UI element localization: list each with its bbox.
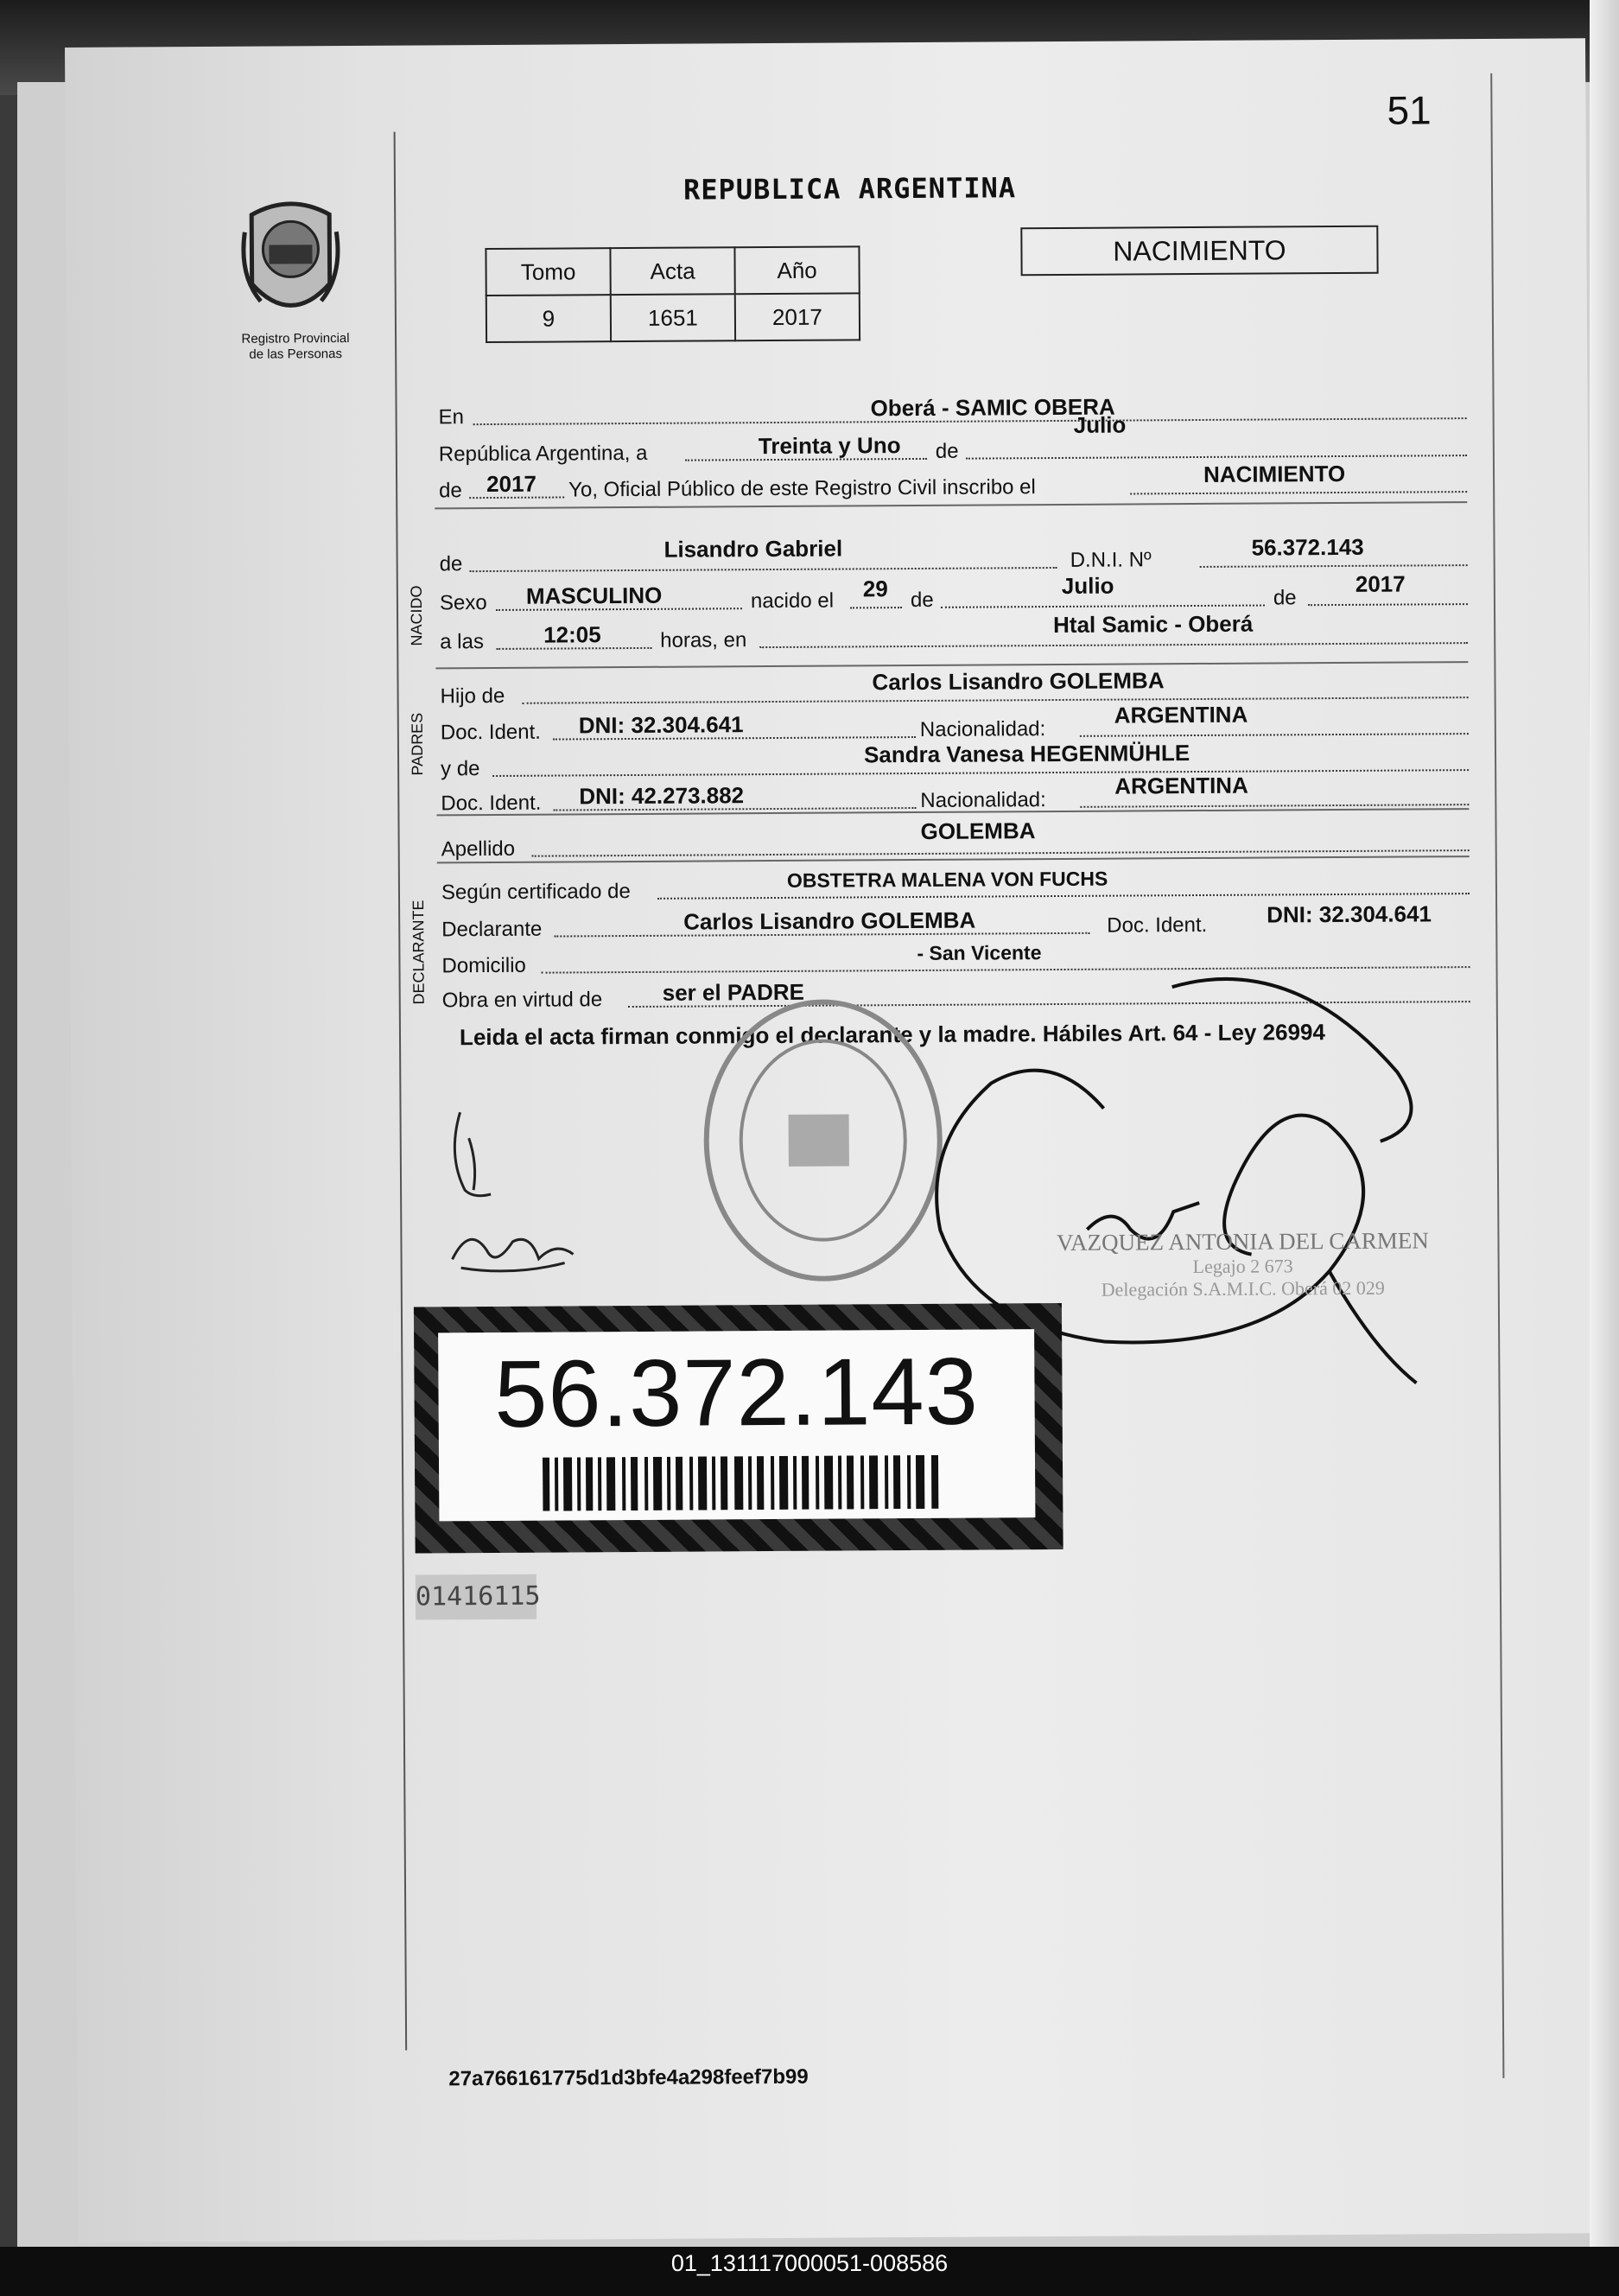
dotted-line <box>759 642 1468 648</box>
declarante-signature <box>442 1103 512 1207</box>
label-sexo: Sexo <box>439 591 487 615</box>
label-official: Yo, Oficial Público de este Registro Civil inscribo el <box>568 475 1036 502</box>
barcode-label <box>414 1303 1063 1554</box>
line-name <box>439 533 1468 576</box>
label-a-las: a las <box>440 630 484 654</box>
ref-value-anio: 2017 <box>735 293 860 340</box>
label-dni: D.N.I. Nº <box>1070 548 1152 572</box>
emblem-caption <box>192 331 399 363</box>
label-mother-doc: Doc. Ident. <box>441 791 542 816</box>
dotted-line <box>657 893 1470 900</box>
dotted-line <box>941 605 1265 608</box>
value-inscription: NACIMIENTO <box>1203 460 1346 487</box>
label-en: En <box>438 405 465 429</box>
line-en <box>438 389 1466 429</box>
ref-header-anio: Año <box>734 246 859 294</box>
footer-id: 01_131117000051-008586 <box>670 2250 949 2276</box>
value-month: Julio <box>1073 411 1127 438</box>
line-inscribo <box>439 462 1467 503</box>
label-de-year: de <box>439 479 462 503</box>
dotted-line <box>966 455 1467 460</box>
value-child-dni: 56.372.143 <box>1251 533 1364 561</box>
page-number: 51 <box>1387 87 1432 133</box>
label-de-name: de <box>439 552 463 576</box>
dotted-line <box>1080 733 1469 737</box>
officer-delegation: Delegación S.A.M.I.C. Oberá 02 029 <box>1101 1276 1385 1301</box>
label-y-de: y de <box>441 757 480 781</box>
reference-table <box>485 245 860 343</box>
value-decl-doc: DNI: 32.304.641 <box>1267 900 1432 928</box>
label-de: de <box>935 439 959 463</box>
dotted-line <box>1130 491 1467 494</box>
value-mother: Sandra Vanesa HEGENMÜHLE <box>863 740 1190 768</box>
dotted-line <box>1200 564 1468 568</box>
value-obra: ser el PADRE <box>662 978 805 1006</box>
value-day-words: Treinta y Uno <box>758 432 901 460</box>
right-margin-rule <box>1490 73 1504 2078</box>
value-certificado: OBSTETRA MALENA VON FUCHS <box>786 867 1108 892</box>
mother-signature <box>443 1215 590 1285</box>
label-apellido: Apellido <box>441 836 516 862</box>
value-domicilio: - San Vicente <box>917 941 1042 964</box>
value-mother-doc: DNI: 42.273.882 <box>579 782 745 810</box>
left-margin-rule <box>394 132 408 2051</box>
section-rule <box>435 501 1467 509</box>
line-hijo-de <box>440 668 1468 709</box>
label-decl-doc: Doc. Ident. <box>1107 913 1208 938</box>
label-certificado: Según certificado de <box>441 880 631 905</box>
document-type-box: NACIMIENTO <box>1020 226 1378 277</box>
label-mother-nat: Nacionalidad: <box>920 788 1046 812</box>
dotted-line <box>1080 804 1469 808</box>
officer-stamp <box>1018 1227 1467 1301</box>
section-padres: PADRES <box>408 712 427 776</box>
barcode-number: 56.372.143 <box>493 1338 980 1447</box>
dotted-line <box>1308 603 1468 606</box>
value-hour: 12:05 <box>543 621 601 648</box>
line-hora <box>440 610 1468 654</box>
document-title: REPUBLICA ARGENTINA <box>683 171 1017 207</box>
officer-name: VAZQUEZ ANTONIA DEL CARMEN <box>1057 1227 1429 1256</box>
section-nacido: NACIDO <box>407 585 426 646</box>
label-obra: Obra en virtud de <box>441 988 603 1013</box>
line-father-doc <box>440 701 1469 745</box>
value-declarante: Carlos Lisandro GOLEMBA <box>683 906 976 935</box>
right-page-edge <box>1590 0 1619 2247</box>
ref-value-tomo: 9 <box>486 295 611 342</box>
value-birth-place: Htal Samic - Oberá <box>1053 610 1254 639</box>
line-declarante <box>441 901 1470 942</box>
label-hijo-de: Hijo de <box>440 684 505 709</box>
section-declarante: DECLARANTE <box>410 900 428 1005</box>
label-horas-en: horas, en <box>660 628 747 652</box>
dotted-line <box>523 696 1469 704</box>
value-father-doc: DNI: 32.304.641 <box>578 711 744 739</box>
certificate-page <box>65 38 1598 2242</box>
value-birth-month: Julio <box>1061 572 1114 599</box>
dotted-line <box>470 567 1057 572</box>
label-nacido-el: nacido el <box>750 588 835 614</box>
line-certificado <box>441 864 1470 905</box>
label-father-nat: Nacionalidad: <box>919 717 1046 741</box>
barcode-bars-icon <box>543 1455 940 1511</box>
label-declarante: Declarante <box>441 917 543 942</box>
value-child-name: Lisandro Gabriel <box>663 535 843 563</box>
province-emblem-icon <box>234 197 347 328</box>
label-father-doc: Doc. Ident. <box>440 720 541 745</box>
dotted-line <box>850 607 902 608</box>
value-father-nat: ARGENTINA <box>1114 701 1248 728</box>
value-apellido: GOLEMBA <box>920 817 1036 844</box>
label-domicilio: Domicilio <box>441 953 526 978</box>
emblem-caption-line-1: Registro Provincial <box>241 330 350 347</box>
value-mother-nat: ARGENTINA <box>1114 772 1248 799</box>
barcode-inner <box>438 1329 1035 1521</box>
label-de-2: de <box>910 588 934 613</box>
emblem-caption-line-2: de las Personas <box>249 347 343 362</box>
ref-value-acta: 1651 <box>611 294 735 341</box>
label-de-3: de <box>1273 586 1297 610</box>
value-birth-year: 2017 <box>1355 570 1406 597</box>
line-sexo <box>439 570 1468 615</box>
document-hash: 27a766161775d1d3bfe4a298feef7b99 <box>448 2064 809 2091</box>
ref-header-acta: Acta <box>610 247 734 295</box>
value-father: Carlos Lisandro GOLEMBA <box>872 667 1165 696</box>
closing-text: Leida el acta firman conmigo el declarante y la madre. Hábiles Art. 64 - Ley 26994 <box>459 1019 1325 1051</box>
value-year: 2017 <box>486 470 537 498</box>
officer-legajo: Legajo 2 673 <box>1192 1255 1293 1278</box>
label-republica: República Argentina, a <box>438 441 648 467</box>
value-sexo: MASCULINO <box>525 582 663 609</box>
value-place: Oberá - SAMIC OBERA <box>870 393 1115 422</box>
value-birth-day: 29 <box>862 576 888 602</box>
stamp-number: 01416115 <box>416 1574 536 1620</box>
ref-header-tomo: Tomo <box>486 248 610 296</box>
